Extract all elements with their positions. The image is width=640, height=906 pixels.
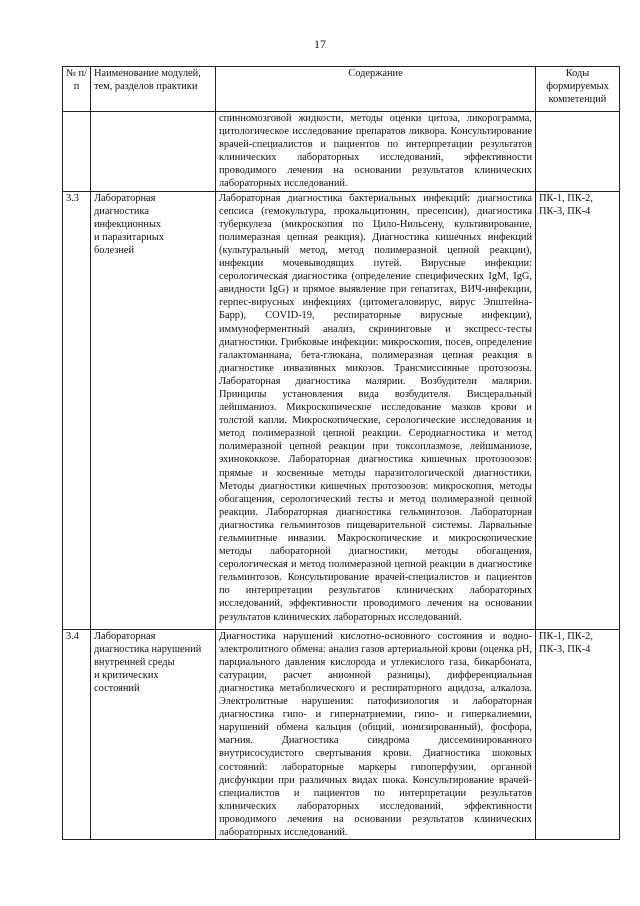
row-number: 3.3 [63, 191, 91, 629]
row-content: Лабораторная диагностика бактериальных инфекций: диагностика сепсиса (гемокультура, прокальцитонин, пресепсин), диагностика туберкулеза (микроскопия по Цило-Нильсену, культивирование, полимеразная цепная реакция). Диагностика кишечных инфекций (культуральный метод, метод полимеразной цепной реакции), инфекции мочевыводящих путей. Вирусные инфекции: серологическая диагностика (определение специфических IgM, IgG, авидности IgG) и прямое выявление при гепатитах, ВИЧ-инфекции, герпес-вирусных инфекциях (цитомегаловирус, вирус Эпштейна-Барр), COVID-19, респираторные вирусные инфекции), иммуноферментный анализ, скрининговые и экспресс-тесты диагностики. Грибковые инфекции: микроскопия, посев, определение галактоманнана, бета-глюкана, полимеразная цепная реакция в диагностике инвазивных микозов. Трансмиссивные протозоозы. Лабораторная диагностика малярии. Возбудители малярии. Принципы установления вида возбудителя. Висцеральный лейшманиоз. Микроскопическое исследование мазков крови и толстой капли. Микроскопические, серологические исследования и метод полимеразной цепной реакции. Серодиагностика и метод полимеразной цепной реакции при токсоплазмозе, лейшманиозе, эхинококкозе. Лабораторная диагностика кишечных протозоозов: прямые и косвенные методы паразитологической диагностики. Методы диагностики кишечных протозоозов: микроскопия, методы обогащения, серологический тесты и метод полимеразной цепной реакции. Лабораторная диагностика гельминтозов. Лабораторная диагностика гельминтозов пищеварительной системы. Ларвальные гельминтные инвазии. Макроскопические и микроскопические методы лабораторной диагностики, методы обогащения, серологическая и метод полимеразной цепной реакции в диагностике гельминтозов. Консультирование врачей-специалистов и пациентов по интерпретации результатов клинических лабораторных исследований, эффективности проводимого лечения на основании результатов клинических лабораторных исследований. [216, 191, 536, 629]
row-number [63, 112, 91, 192]
header-module-name: Наименование модулей, тем, разделов практики [91, 67, 216, 112]
header-competency-codes: Коды формируемых компетенций [536, 67, 620, 112]
row-competency-codes: ПК-1, ПК-2, ПК-3, ПК-4 [536, 191, 620, 629]
practice-content-table [62, 66, 620, 840]
table-header-row [63, 67, 620, 112]
page-number: 17 [314, 37, 326, 51]
row-competency-codes: ПК-1, ПК-2, ПК-3, ПК-4 [536, 629, 620, 840]
row-content: Диагностика нарушений кислотно-основного состояния и водно-электролитного обмена: анализ газов артериальной крови (оценка pH, парциального давления кислорода и углекислого газа, бикарбоната, сатурации, расчет анионной разницы), дифференциальная диагностика метаболического и респираторного ацидоза, алкалоза. Электролитные нарушения: патофизиология и лабораторная диагностика гипо- и гипернатриемии, гипо- и гиперкалиемии, нарушений обмена кальция (общий, ионизированный), фосфора, магния. Диагностика синдрома диссеминированного внутрисосудистого свертывания крови. Диагностика шоковых состояний: лабораторные маркеры гипоперфузии, органной дисфункции при различных видах шока. Консультирование врачей-специалистов и пациентов по интерпретации результатов клинических лабораторных исследований, эффективности проводимого лечения на основании результатов клинических лабораторных исследований. [216, 629, 536, 840]
row-content: спинномозговой жидкости, методы оценки цитоза, ликорограмма, цитологическое исследование препаратов ликвора. Консультирование врачей-специалистов и пациентов по интерпретации результатов клинических лабораторных исследований, эффективности проводимого лечения на основании результатов клинических лабораторных исследований. [216, 112, 536, 192]
row-module-name [91, 112, 216, 192]
table-row [63, 191, 620, 629]
row-module-name: Лабораторная диагностика нарушений внутренней среды и критических состояний [91, 629, 216, 840]
table-row [63, 629, 620, 840]
header-number: № п/п [63, 67, 91, 112]
row-module-name: Лабораторная диагностика инфекционных и паразитарных болезней [91, 191, 216, 629]
row-competency-codes [536, 112, 620, 192]
header-content: Содержание [216, 67, 536, 112]
row-number: 3.4 [63, 629, 91, 840]
table-row [63, 112, 620, 192]
